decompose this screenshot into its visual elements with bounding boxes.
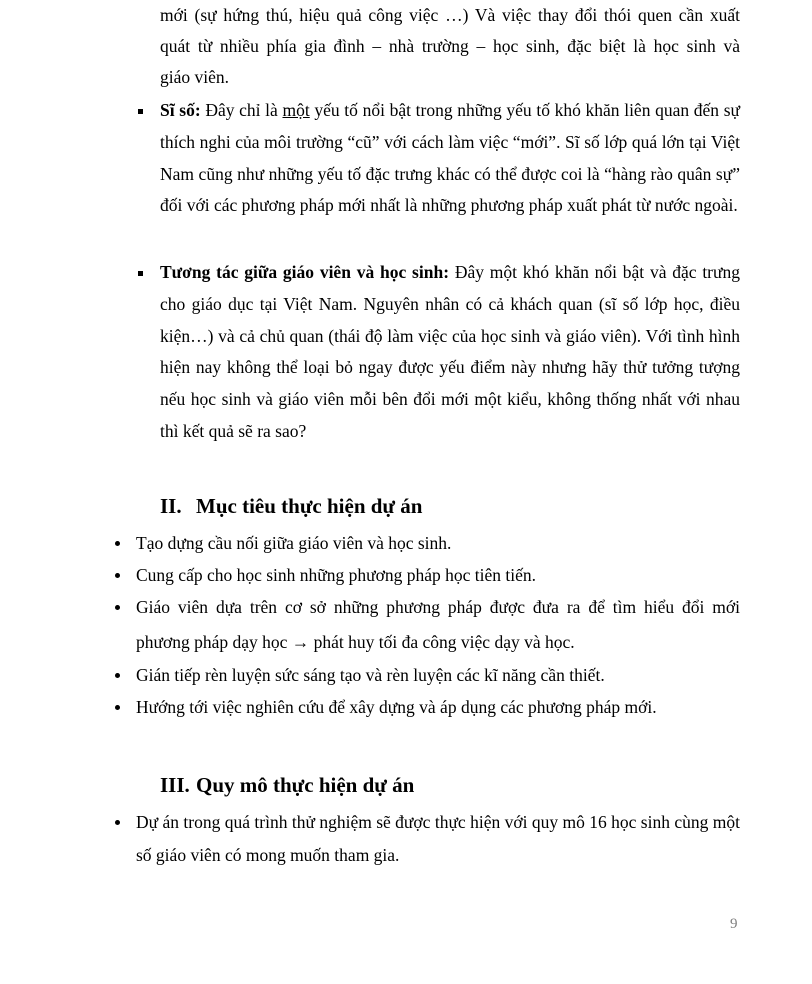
- section-heading-iii: [160, 771, 414, 799]
- list-item: Gián tiếp rèn luyện sức sáng tạo và rèn luyện các kĩ năng cần thiết.: [136, 665, 605, 685]
- paragraph-line: giáo viên.: [160, 67, 230, 87]
- section-heading-ii: [160, 492, 422, 520]
- bullet-dot-icon: [115, 573, 120, 578]
- bullet-paragraph-tuong-tac: [160, 257, 740, 448]
- bullet-dot-icon: [115, 605, 120, 610]
- paragraph-line: quát từ nhiều phía gia đình – nhà trường – học sinh, đặc biệt là học sinh và: [160, 36, 740, 56]
- bullet-paragraph-si-so: [160, 95, 740, 222]
- square-bullet-icon: [138, 271, 143, 276]
- bullet-dot-icon: [115, 541, 120, 546]
- list-item: Tạo dựng cầu nối giữa giáo viên và học sinh.: [136, 533, 452, 553]
- list-item: Cung cấp cho học sinh những phương pháp học tiên tiến.: [136, 565, 537, 585]
- bullet-dot-icon: [115, 820, 120, 825]
- section-title: Quy mô thực hiện dự án: [196, 773, 415, 797]
- list-item: Dự án trong quá trình thử nghiệm sẽ được thực hiện với quy mô 16 học sinh cùng một số giáo viên có mong muốn tham gia.: [136, 812, 740, 865]
- bullet-text: Đây một khó khăn nổi bật và đặc trưng cho giáo dục tại Việt Nam. Nguyên nhân có cả khách quan (sĩ số lớp học, điều kiện…) và cả chủ quan (thái độ làm việc của học sinh và giáo viên). Với tình hình hiện nay không thể loại bỏ ngay được yếu điểm này nhưng hãy thử tưởng tượng nếu học sinh và giáo viên mỗi bên đổi mới một kiểu, không thống nhất với nhau thì kết quả sẽ ra sao?: [160, 262, 740, 441]
- bullet-title: Tương tác giữa giáo viên và học sinh:: [160, 262, 450, 282]
- square-bullet-icon: [138, 109, 143, 114]
- bullet-dot-icon: [115, 673, 120, 678]
- section-title: Mục tiêu thực hiện dự án: [196, 494, 423, 518]
- bullet-title: Sĩ số:: [160, 100, 201, 120]
- bullet-dot-icon: [115, 705, 120, 710]
- section-number: II.: [160, 494, 182, 518]
- page-number: 9: [730, 916, 738, 932]
- section-number: III.: [160, 773, 190, 797]
- bullet-text: yếu tố nổi bật trong những yếu tố khó khăn liên quan đến sự thích nghi của môi trường “cũ” với cách làm việc “mới”. Sĩ số lớp quá lớn tại Việt Nam cũng như những yếu tố đặc trưng khác có thể được coi là “hàng rào quân sự” đối với các phương pháp mới nhất là những phương pháp xuất phát từ nước ngoài.: [160, 100, 741, 216]
- list-item: Giáo viên dựa trên cơ sở những phương pháp được đưa ra để tìm hiểu đổi mới: [136, 597, 740, 617]
- list-item-continuation: phương pháp dạy học → phát huy tối đa công việc dạy và học.: [136, 632, 575, 652]
- paragraph-line: mới (sự hứng thú, hiệu quả công việc …) Và việc thay đổi thói quen cần xuất: [160, 5, 740, 25]
- bullet-text: Đây chỉ là: [200, 100, 283, 120]
- list-item: Hướng tới việc nghiên cứu để xây dựng và áp dụng các phương pháp mới.: [136, 697, 657, 717]
- underlined-word: một: [282, 100, 310, 120]
